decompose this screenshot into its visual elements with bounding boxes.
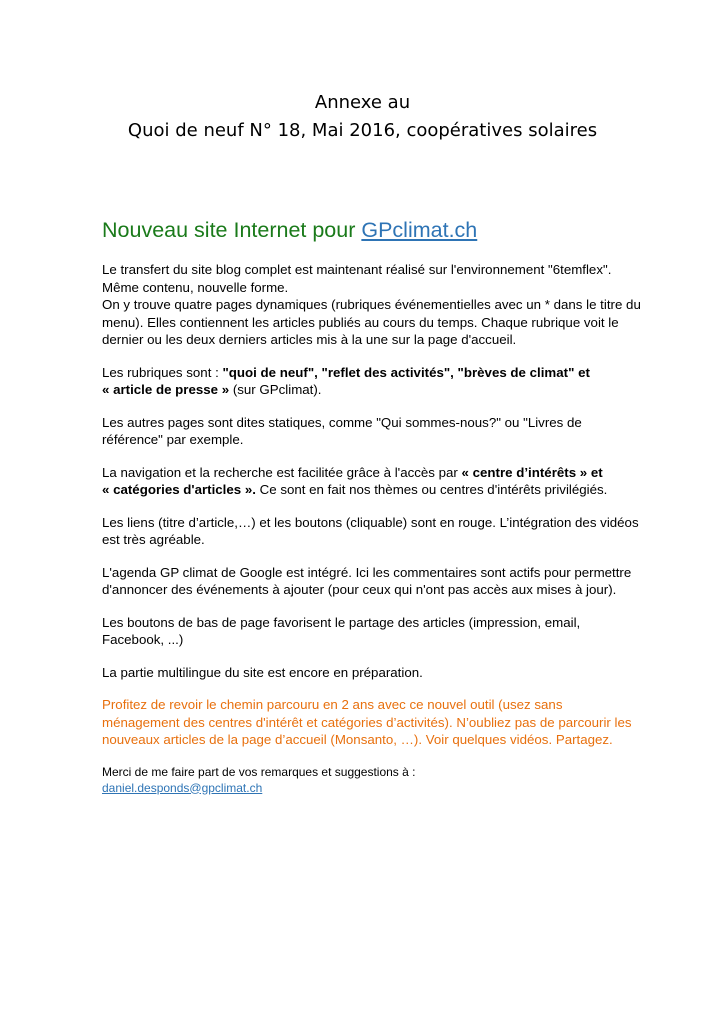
intro-line-3: On y trouve quatre pages dynamiques (rubriques événementielles avec un * dans le titre du menu). Elles contiennent les articles publiés au cours du temps. Chaque rubrique voit le dernier ou les deux derniers articles mis à la une sur la page d'accueil.	[102, 297, 641, 347]
paragraph-multilingual: La partie multilingue du site est encore en préparation.	[102, 664, 423, 680]
article-body	[102, 261, 642, 796]
heading-prefix: Nouveau site Internet pour	[102, 218, 362, 242]
annex-title: Annexe au	[314, 92, 411, 113]
paragraph-highlight: Profitez de revoir le chemin parcouru en 2 ans avec ce nouvel outil (usez sans ménagement des centres d'intérêt et catégories d’activités). N’oubliez pas de parcourir les nouveaux articles de la page d’accueil (Monsanto, …). Voir quelques vidéos. Partagez.	[102, 697, 632, 747]
paragraph-share-buttons: Les boutons de bas de page favorisent le partage des articles (impression, email, Facebook, ...)	[102, 614, 581, 647]
paragraph-navigation	[102, 464, 642, 499]
navigation-prefix: La navigation et la recherche est facilitée grâce à l'accès par	[102, 464, 462, 480]
navigation-suffix: Ce sont en fait nos thèmes ou centres d'intérêts privilégiés.	[255, 482, 608, 497]
paragraph-contact	[102, 764, 642, 796]
email-link[interactable]: daniel.desponds@gpclimat.ch	[102, 780, 263, 795]
rubriques-bold-2: « article de presse »	[102, 382, 230, 397]
gpclimat-link[interactable]: GPclimat.ch	[361, 218, 478, 242]
paragraph-links: Les liens (titre d’article,…) et les boutons (cliquable) sont en rouge. L’intégration des vidéos est très agréable.	[102, 514, 639, 547]
paragraph-static-pages: Les autres pages sont dites statiques, comme "Qui sommes-nous?" ou "Livres de référence" par exemple.	[102, 414, 582, 447]
annex-subtitle: Quoi de neuf N° 18, Mai 2016, coopératives solaires	[127, 120, 598, 141]
paragraph-intro	[102, 261, 642, 349]
rubriques-bold-1: "quoi de neuf", "reflet des activités", "brèves de climat" et	[222, 364, 590, 380]
navigation-bold-1: « centre d’intérêts » et	[461, 464, 603, 480]
paragraph-agenda: L'agenda GP climat de Google est intégré. Ici les commentaires sont actifs pour permettre d'annoncer des événements à ajouter (pour ceux qui n'ont pas accès aux mises à jour).	[102, 564, 632, 597]
section-heading	[102, 218, 477, 243]
contact-text: Merci de me faire part de vos remarques et suggestions à :	[102, 764, 416, 779]
rubriques-suffix: (sur GPclimat).	[229, 382, 322, 397]
paragraph-rubriques	[102, 364, 642, 399]
rubriques-prefix: Les rubriques sont :	[102, 364, 223, 380]
navigation-bold-2: « catégories d'articles ».	[102, 482, 256, 497]
intro-line-1: Le transfert du site blog complet est maintenant réalisé sur l'environnement "6temflex".	[102, 262, 612, 277]
intro-line-2: Même contenu, nouvelle forme.	[102, 279, 289, 295]
